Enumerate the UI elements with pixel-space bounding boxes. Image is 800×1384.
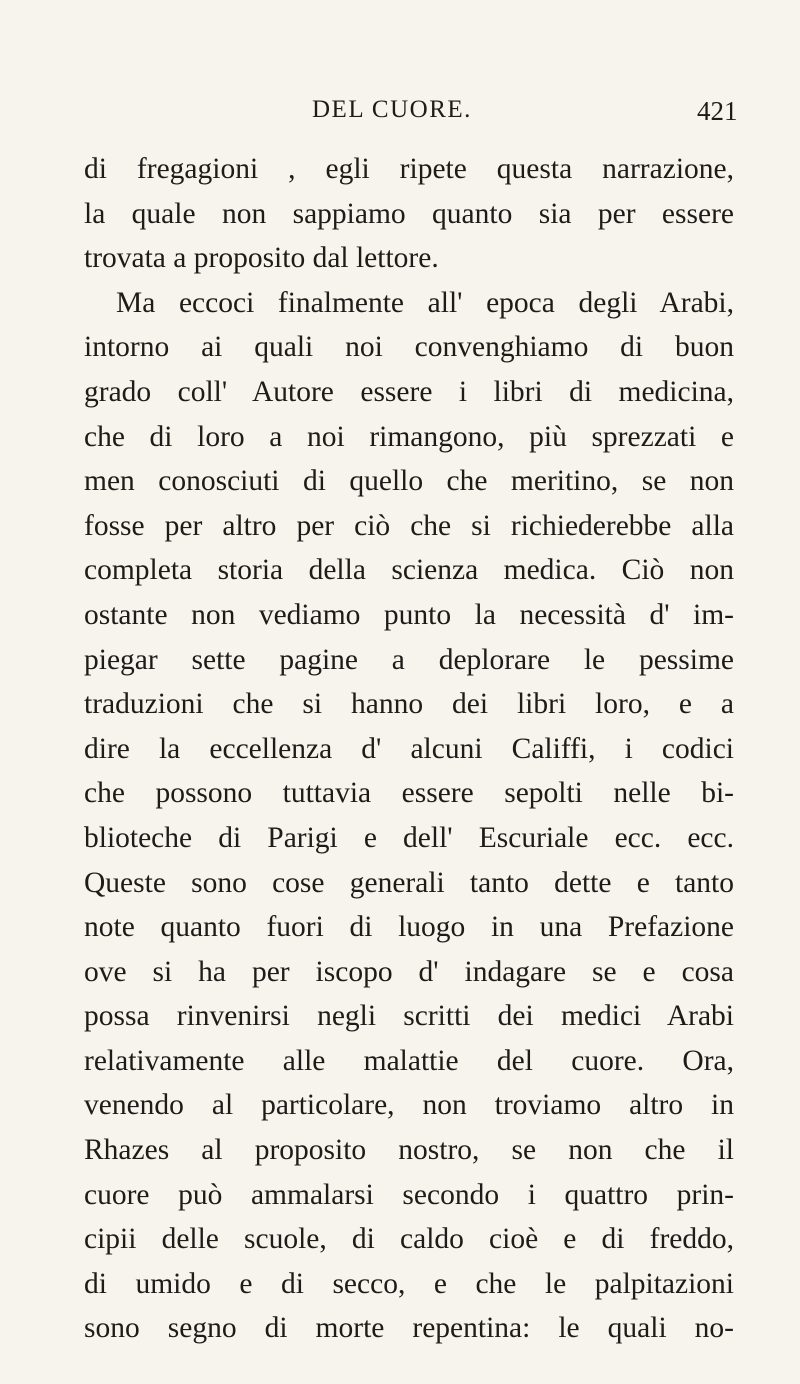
text-line: che di loro a noi rimangono, più sprezzati e: [84, 420, 734, 453]
text-line: la quale non sappiamo quanto sia per essere: [84, 197, 734, 230]
text-line: intorno ai quali noi convenghiamo di buon: [84, 331, 734, 364]
running-head: [0, 96, 800, 136]
text-line: che possono tuttavia essere sepolti nelle bi-: [84, 777, 734, 810]
text-line: cuore può ammalarsi secondo i quattro prin-: [84, 1178, 734, 1211]
text-line: dire la eccellenza d' alcuni Califfi, i codici: [84, 732, 734, 765]
text-line: Queste sono cose generali tanto dette e tanto: [84, 866, 734, 899]
text-line: venendo al particolare, non troviamo altro in: [84, 1089, 734, 1122]
text-line: grado coll' Autore essere i libri di medicina,: [84, 375, 734, 408]
text-line: Rhazes al proposito nostro, se non che il: [84, 1134, 734, 1167]
text-line: relativamente alle malattie del cuore. Ora,: [84, 1044, 734, 1077]
text-line: note quanto fuori di luogo in una Prefazione: [84, 911, 734, 944]
text-line: ostante non vediamo punto la necessità d' im-: [84, 598, 734, 631]
text-line: men conosciuti di quello che meritino, se non: [84, 465, 734, 498]
text-line: di fregagioni , egli ripete questa narrazione,: [84, 153, 734, 185]
running-title: DEL CUORE.: [312, 96, 472, 123]
page-number: 421: [697, 96, 738, 126]
text-line: trovata a proposito dal lettore.: [84, 242, 439, 275]
body-text: [84, 147, 734, 1351]
text-line: piegar sette pagine a deplorare le pessime: [84, 643, 734, 676]
text-line: di umido e di secco, e che le palpitazioni: [84, 1267, 734, 1300]
text-line: traduzioni che si hanno dei libri loro, e a: [84, 688, 734, 721]
text-line: ove si ha per iscopo d' indagare se e cosa: [84, 955, 734, 988]
text-line: blioteche di Parigi e dell' Escuriale ecc. ecc.: [84, 821, 734, 854]
text-line: sono segno di morte repentina: le quali no-: [84, 1312, 734, 1345]
text-line: fosse per altro per ciò che si richiederebbe alla: [84, 509, 734, 542]
text-line: completa storia della scienza medica. Ciò non: [84, 554, 734, 587]
text-line: possa rinvenirsi negli scritti dei medici Arabi: [84, 1000, 734, 1033]
text-line: cipii delle scuole, di caldo cioè e di freddo,: [84, 1223, 734, 1256]
text-line: Ma eccoci finalmente all' epoca degli Arabi,: [116, 286, 734, 319]
